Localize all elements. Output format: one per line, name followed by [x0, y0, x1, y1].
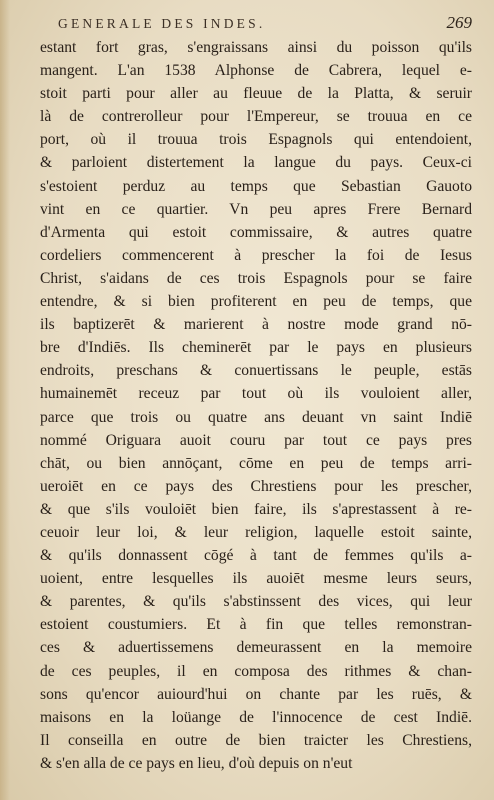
- text-line: uoient, entre lesquelles ils auoiēt mesme leurs seurs,: [40, 570, 472, 588]
- text-line: Il conseilla en outre de bien traicter les Chrestiens,: [40, 731, 472, 749]
- text-line: maisons en la loüange de l'innocence de cest Indiē.: [40, 708, 472, 726]
- text-line: humainemēt receuz par tout où ils vouloient aller,: [40, 385, 472, 403]
- page-number: 269: [446, 13, 472, 32]
- text-line: sons qu'encor auiourd'hui on chante par les ruēs, &: [40, 685, 472, 703]
- text-line: estant fort gras, s'engraissans ainsi du poisson qu'ils: [40, 39, 472, 56]
- text-line: bre d'Indiēs. Ils cheminerēt par le pays en plusieurs: [40, 339, 472, 357]
- text-line: & qu'ils donnassent cōgé à tant de femmes qu'ils a-: [40, 547, 472, 565]
- text-line: vint en ce quartier. Vn peu apres Frere Bernard: [40, 200, 472, 218]
- text-line: nommé Origuara auoit couru par tout ce pays pres: [40, 431, 472, 449]
- text-line: cordeliers commencerent à prescher la foi de Iesus: [40, 246, 472, 264]
- running-title: GENERALE DES INDES.: [58, 16, 266, 31]
- text-line: entendre, & si bien profiterent en peu de temps, que: [40, 293, 472, 311]
- text-line: chāt, ou bien annōçant, cōme en peu de temps arri-: [40, 454, 472, 472]
- text-line: ces & aduertissemens demeurassent en la memoire: [40, 639, 472, 657]
- text-line: parce que trois ou quatre ans deuant vn saint Indiē: [40, 408, 472, 426]
- text-line: stoit parti pour aller au fleuue de la Platta, & seruir: [40, 85, 472, 103]
- text-line: ueroiēt en ce pays des Chrestiens pour les prescher,: [40, 477, 472, 495]
- text-line: là de contrerolleur pour l'Empereur, se trouua en ce: [40, 108, 472, 126]
- text-line: de ces peuples, il en composa des rithmes & chan-: [40, 662, 472, 680]
- text-line: ceuoir leur loi, & leur religion, laquelle estoit sainte,: [40, 523, 472, 541]
- text-line: endroits, preschans & conuertissans le peuple, estās: [40, 362, 472, 380]
- text-line: d'Armenta qui estoit commissaire, & autres quatre: [40, 223, 472, 241]
- page-gutter-shadow: [0, 0, 10, 800]
- text-line: & parloient distertement la langue du pays. Ceux-ci: [40, 154, 472, 172]
- body-text: [40, 36, 472, 775]
- text-line: estoient coustumiers. Et à fin que telles remonstran-: [40, 616, 472, 634]
- page-header: [40, 14, 474, 36]
- text-line: mangent. L'an 1538 Alphonse de Cabrera, lequel e-: [40, 62, 472, 80]
- text-line: Christ, s'aidans de ces trois Espagnols pour se faire: [40, 269, 472, 287]
- text-line: & que s'ils vouloiēt bien faire, ils s'aprestassent à re-: [40, 500, 472, 518]
- text-line: & parentes, & qu'ils s'abstinssent des vices, qui leur: [40, 593, 472, 611]
- text-line: ils baptizerēt & marierent à nostre mode grand nō-: [40, 316, 472, 334]
- text-line: s'estoient perduz au temps que Sebastian Gauoto: [40, 177, 472, 195]
- text-line: port, où il trouua trois Espagnols qui entendoient,: [40, 131, 472, 149]
- text-line: & s'en alla de ce pays en lieu, d'où depuis on n'eut: [40, 754, 353, 772]
